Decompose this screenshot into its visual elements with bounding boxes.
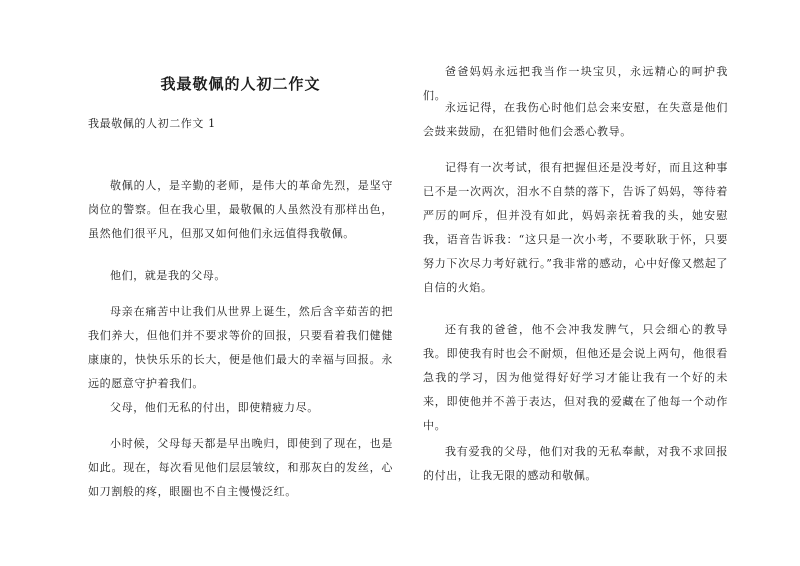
paragraph: 小时候，父母每天都是早出晚归，即使到了现在，也是如此。现在，每次看见他们层层皱纹，和那灰白的发丝，心如刀割般的疼，眼圈也不自主慢慢泛红。 [88, 437, 393, 498]
paragraph: 记得有一次考试，很有把握但还是没考好，而且这种事已不是一次两次，泪水不自禁的落下，告诉了妈妈，等待着严厉的呵斥，但并没有如此，妈妈亲抚着我的头，她安慰我，语音告诉我：“这只是一次小考，不要耿耿于怀，只要努力下次尽力考好就行。”我非常的感动，心中好像又燃起了自信的火焰。 [423, 161, 728, 294]
paragraph: 还有我的爸爸，他不会冲我发脾气，只会细心的教导我。即使我有时也会不耐烦，但他还是会说上两句，他很看急我的学习，因为他觉得好好学习才能让我有一个好的未来，即使他并不善于表达，但对我的爱藏在了他每一个动作中。 [423, 323, 728, 432]
paragraph: 永远记得，在我伤心时他们总会来安慰，在失意是他们会鼓来鼓励，在犯错时他们会悉心教导。 [423, 101, 728, 138]
document-title: 我最敬佩的人初二作文 [160, 75, 321, 93]
document-subtitle: 我最敬佩的人初二作文 1 [88, 117, 216, 130]
paragraph: 他们，就是我的父母。 [110, 269, 226, 282]
paragraph: 我有爱我的父母，他们对我的无私奉献，对我不求回报的付出，让我无限的感动和敬佩。 [423, 445, 728, 482]
paragraph: 敬佩的人，是辛勤的老师，是伟大的革命先烈，是坚守岗位的警察。但在我心里，最敬佩的人虽然没有那样出色，虽然他们很平凡，但那又如何他们永远值得我敬佩。 [88, 179, 393, 240]
paragraph: 母亲在痛苦中让我们从世界上诞生，然后含辛茹苦的把我们养大，但他们并不要求等价的回报，只要看着我们健健康康的，快快乐乐的长大，便是他们最大的幸福与回报。永远的愿意守护着我们。 [88, 305, 393, 390]
paragraph: 爸爸妈妈永远把我当作一块宝贝，永远精心的呵护我们。 [423, 65, 728, 102]
paragraph: 父母，他们无私的付出，即使精疲力尽。 [110, 401, 319, 414]
